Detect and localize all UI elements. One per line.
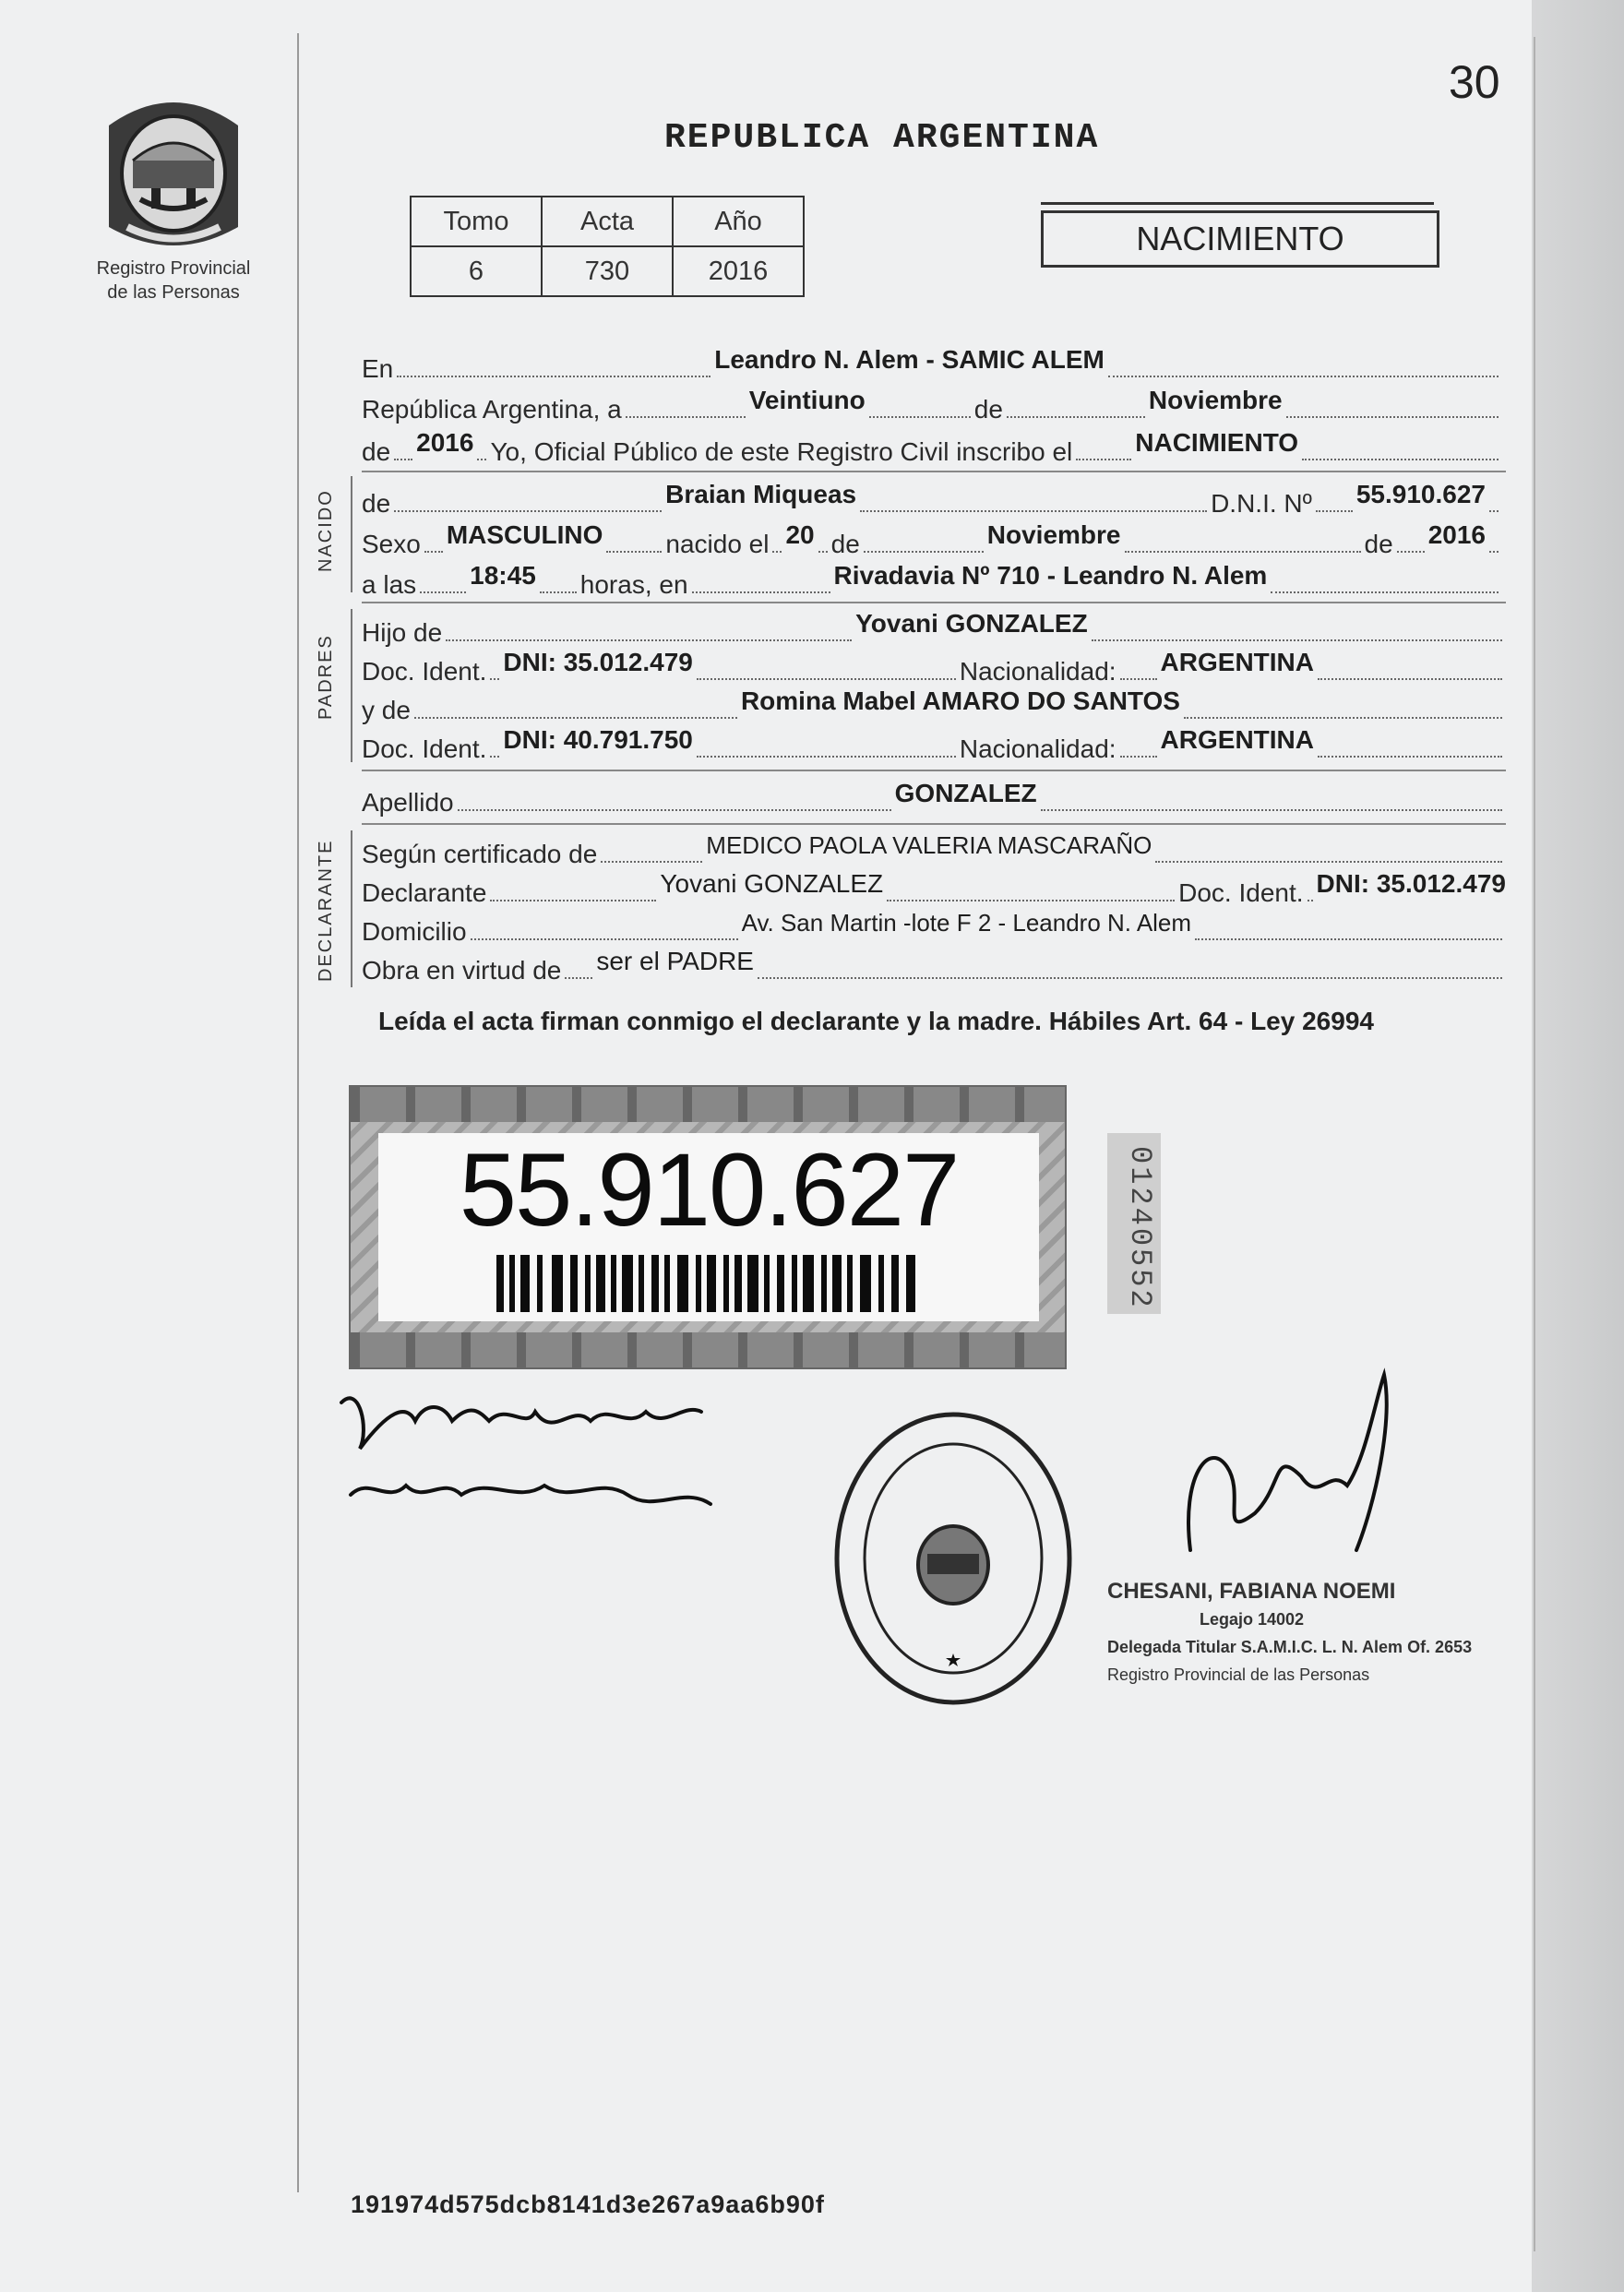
value-segun: MEDICO PAOLA VALERIA MASCARAÑO bbox=[706, 831, 1152, 859]
section-label-nacido: NACIDO bbox=[316, 489, 336, 572]
label-y-de: y de bbox=[362, 696, 411, 724]
label-en: En bbox=[362, 354, 394, 383]
value-birth-month: Noviembre bbox=[986, 520, 1121, 549]
label-declarante: Declarante bbox=[362, 878, 487, 907]
row-nacido-sexo bbox=[362, 520, 1502, 559]
dots bbox=[772, 549, 782, 553]
dots bbox=[864, 549, 984, 553]
dots bbox=[1489, 508, 1499, 512]
dots bbox=[424, 549, 443, 553]
label-dni: D.N.I. Nº bbox=[1211, 489, 1312, 518]
row-obra bbox=[362, 947, 1506, 985]
official-block bbox=[1107, 1578, 1513, 1689]
value-birth-day: 20 bbox=[785, 520, 815, 549]
label-doc-ident: Doc. Ident. bbox=[1178, 878, 1304, 907]
dots bbox=[697, 754, 956, 758]
label-horas: horas, en bbox=[579, 570, 688, 599]
official-signature bbox=[1172, 1366, 1412, 1578]
value-inscribe: NACIMIENTO bbox=[1135, 428, 1299, 457]
row-father bbox=[362, 609, 1506, 648]
dots bbox=[758, 975, 1502, 979]
value-birth-place: Rivadavia Nº 710 - Leandro N. Alem bbox=[833, 561, 1268, 590]
dots bbox=[1120, 676, 1157, 680]
dots bbox=[1120, 754, 1157, 758]
row-apellido bbox=[362, 779, 1506, 818]
registry-stamp bbox=[830, 1408, 1076, 1709]
dots bbox=[1271, 590, 1499, 593]
dots bbox=[477, 457, 486, 460]
sticker-label bbox=[378, 1133, 1039, 1321]
sticker-dni-number: 55.910.627 bbox=[459, 1132, 959, 1247]
label-doc-ident: Doc. Ident. bbox=[362, 734, 487, 763]
dots bbox=[1041, 807, 1502, 811]
value-apellido: GONZALEZ bbox=[894, 779, 1037, 807]
record-type-box: NACIMIENTO bbox=[1041, 210, 1439, 268]
dots bbox=[490, 676, 499, 680]
dots bbox=[458, 807, 891, 811]
value-mother-doc: DNI: 40.791.750 bbox=[503, 725, 693, 754]
record-table-value-row bbox=[411, 246, 804, 296]
row-republica bbox=[362, 386, 1502, 424]
dots bbox=[397, 374, 710, 377]
record-table-header-row bbox=[411, 197, 804, 246]
dots bbox=[1155, 859, 1502, 863]
official-office: Registro Provincial de las Personas bbox=[1107, 1665, 1370, 1684]
value-en: Leandro N. Alem - SAMIC ALEM bbox=[714, 345, 1105, 374]
dots bbox=[1092, 638, 1502, 641]
registry-caption-line2: de las Personas bbox=[107, 282, 240, 303]
dots bbox=[697, 676, 956, 680]
official-role: Delegada Titular S.A.M.I.C. L. N. Alem Of. 2653 bbox=[1107, 1638, 1473, 1656]
value-time: 18:45 bbox=[470, 561, 536, 590]
serial-number: 01240552 bbox=[1123, 1146, 1157, 1310]
dots bbox=[1318, 754, 1502, 758]
province-seal-logo bbox=[100, 89, 247, 251]
dots bbox=[1397, 549, 1425, 553]
dots bbox=[1316, 508, 1353, 512]
parent-signatures bbox=[332, 1375, 757, 1541]
value-sexo: MASCULINO bbox=[446, 520, 603, 549]
label-republica: República Argentina, a bbox=[362, 395, 622, 424]
registry-caption bbox=[74, 257, 273, 304]
value-birth-year: 2016 bbox=[1427, 520, 1486, 549]
dots bbox=[490, 898, 656, 901]
label-domicilio: Domicilio bbox=[362, 917, 467, 946]
record-table bbox=[410, 196, 805, 297]
barcode bbox=[496, 1255, 921, 1312]
separator bbox=[362, 602, 1506, 603]
value-day: Veintiuno bbox=[748, 386, 866, 414]
dots bbox=[540, 590, 577, 593]
registry-caption-line1: Registro Provincial bbox=[96, 258, 251, 279]
sticker-pattern-top bbox=[351, 1087, 1065, 1122]
row-nacido-time bbox=[362, 561, 1502, 600]
value-child-dni: 55.910.627 bbox=[1355, 480, 1486, 508]
value-month: Noviembre bbox=[1148, 386, 1283, 414]
label-apellido: Apellido bbox=[362, 788, 454, 817]
dots bbox=[887, 898, 1175, 901]
section-label-padres: PADRES bbox=[316, 634, 336, 720]
label-a-las: a las bbox=[362, 570, 417, 599]
official-legajo: Legajo 14002 bbox=[1200, 1610, 1305, 1629]
value-father-name: Yovani GONZALEZ bbox=[855, 609, 1088, 638]
dots bbox=[1125, 549, 1361, 553]
label-de: de bbox=[362, 489, 391, 518]
dots bbox=[1007, 414, 1145, 418]
sticker-pattern-bottom bbox=[351, 1332, 1065, 1367]
dots bbox=[1286, 414, 1499, 418]
dots bbox=[1184, 715, 1502, 719]
label-doc-ident: Doc. Ident. bbox=[362, 657, 487, 686]
dots bbox=[606, 549, 662, 553]
section-line-padres bbox=[351, 609, 352, 762]
row-declarante bbox=[362, 869, 1506, 908]
dots bbox=[1302, 457, 1499, 460]
row-mother-doc bbox=[362, 725, 1506, 764]
row-oficial bbox=[362, 428, 1502, 467]
separator bbox=[362, 770, 1506, 771]
dots bbox=[1308, 898, 1313, 901]
label-nacionalidad: Nacionalidad: bbox=[959, 657, 1116, 686]
label-nacido-el: nacido el bbox=[665, 530, 770, 558]
value-father-nationality: ARGENTINA bbox=[1160, 648, 1314, 676]
value-mother-nationality: ARGENTINA bbox=[1160, 725, 1314, 754]
separator bbox=[362, 823, 1506, 825]
page-shadow bbox=[1532, 0, 1624, 2292]
value-tomo: 6 bbox=[411, 246, 542, 296]
dots bbox=[869, 414, 971, 418]
dots bbox=[565, 975, 592, 979]
row-father-doc bbox=[362, 648, 1506, 686]
header-ano: Año bbox=[673, 197, 804, 246]
dots bbox=[692, 590, 830, 593]
label-de: de bbox=[973, 395, 1003, 424]
dots bbox=[601, 859, 702, 863]
dots bbox=[1489, 549, 1499, 553]
row-domicilio bbox=[362, 909, 1506, 947]
label-sexo: Sexo bbox=[362, 530, 421, 558]
dots bbox=[626, 414, 746, 418]
row-en bbox=[362, 345, 1502, 384]
dots bbox=[1318, 676, 1502, 680]
value-year: 2016 bbox=[416, 428, 474, 457]
value-child-name: Braian Miqueas bbox=[665, 480, 857, 508]
value-acta: 730 bbox=[542, 246, 673, 296]
value-declarante: Yovani GONZALEZ bbox=[660, 869, 884, 898]
value-father-doc: DNI: 35.012.479 bbox=[503, 648, 693, 676]
value-ano: 2016 bbox=[673, 246, 804, 296]
official-name: CHESANI, FABIANA NOEMI bbox=[1107, 1579, 1396, 1604]
dots bbox=[446, 638, 852, 641]
label-obra: Obra en virtud de bbox=[362, 956, 562, 985]
page-number: 30 bbox=[1449, 56, 1500, 108]
label-de: de bbox=[1364, 530, 1393, 558]
dots bbox=[818, 549, 828, 553]
label-de: de bbox=[830, 530, 860, 558]
section-line-nacido bbox=[351, 476, 352, 592]
row-segun bbox=[362, 831, 1506, 869]
dots bbox=[414, 715, 737, 719]
label-nacionalidad: Nacionalidad: bbox=[959, 734, 1116, 763]
value-domicilio: Av. San Martin -lote F 2 - Leandro N. Alem bbox=[741, 909, 1192, 937]
right-margin-line bbox=[1534, 37, 1535, 2251]
dots bbox=[490, 754, 499, 758]
row-mother bbox=[362, 686, 1506, 725]
dots bbox=[1108, 374, 1499, 377]
left-margin-line bbox=[297, 33, 299, 2192]
value-declarante-doc: DNI: 35.012.479 bbox=[1316, 869, 1506, 898]
header-acta: Acta bbox=[542, 197, 673, 246]
section-label-declarante: DECLARANTE bbox=[316, 839, 336, 982]
dots bbox=[471, 937, 738, 940]
dots bbox=[1195, 937, 1502, 940]
header-tomo: Tomo bbox=[411, 197, 542, 246]
section-line-declarante bbox=[351, 830, 352, 987]
row-nacido-name bbox=[362, 480, 1502, 519]
dots bbox=[394, 508, 662, 512]
dni-sticker bbox=[349, 1085, 1067, 1369]
value-mother-name: Romina Mabel AMARO DO SANTOS bbox=[740, 686, 1180, 715]
label-hijo-de: Hijo de bbox=[362, 618, 443, 647]
document-hash: 191974d575dcb8141d3e267a9aa6b90f bbox=[351, 2191, 825, 2218]
value-obra: ser el PADRE bbox=[596, 947, 754, 975]
label-oficial: Yo, Oficial Público de este Registro Civil inscribo el bbox=[490, 437, 1073, 466]
dots bbox=[420, 590, 466, 593]
dots bbox=[1076, 457, 1131, 460]
dots bbox=[860, 508, 1207, 512]
label-segun: Según certificado de bbox=[362, 840, 598, 868]
closing-note: Leída el acta firman conmigo el declarante y la madre. Hábiles Art. 64 - Ley 26994 bbox=[378, 1007, 1374, 1035]
serial-label bbox=[1107, 1133, 1161, 1314]
dots bbox=[394, 457, 412, 460]
document-title: REPUBLICA ARGENTINA bbox=[664, 118, 1100, 158]
separator bbox=[362, 471, 1506, 472]
label-de2: de bbox=[362, 437, 391, 466]
